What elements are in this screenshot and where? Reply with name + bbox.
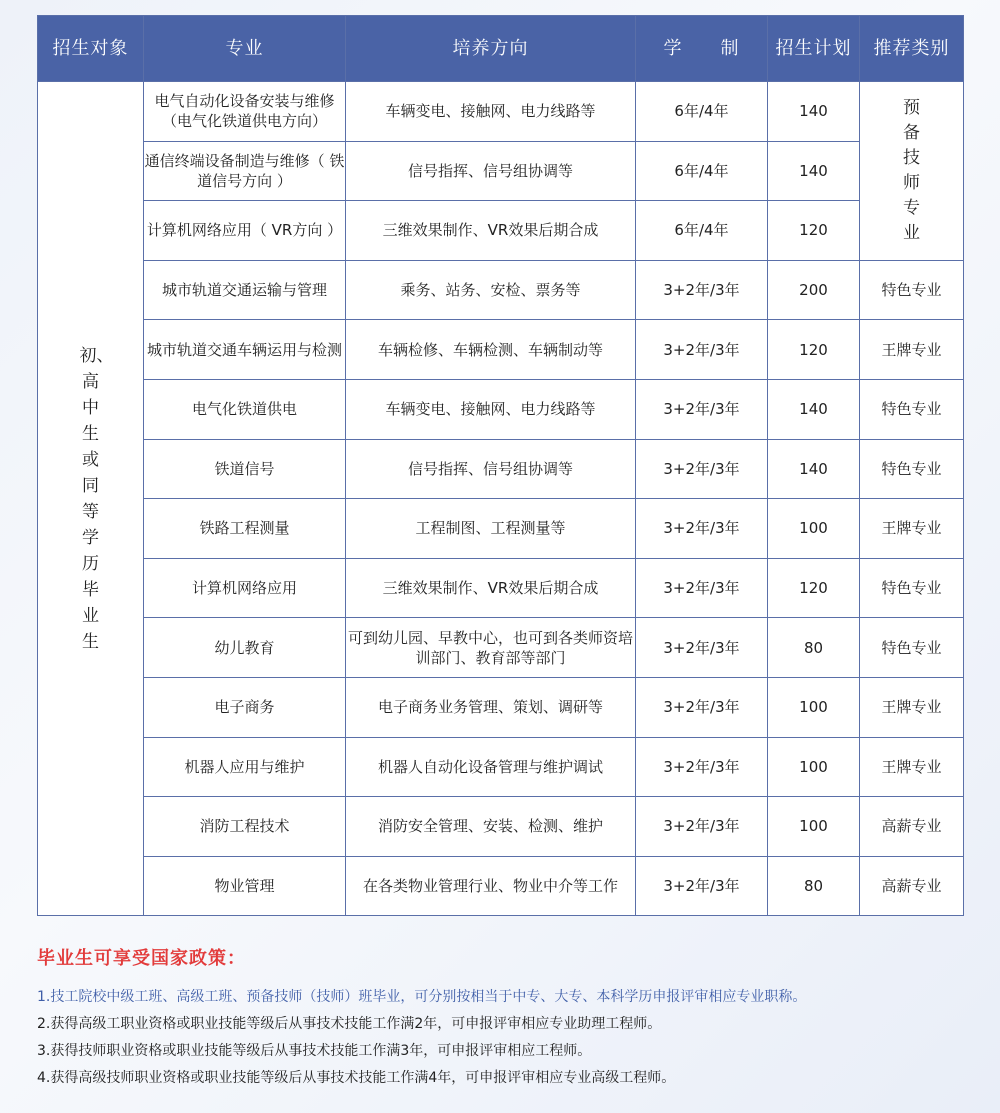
- duration-cell: 3+2年/3年: [636, 677, 768, 737]
- direction-cell: 工程制图、工程测量等: [346, 499, 636, 559]
- direction-cell: 消防安全管理、安装、检测、维护: [346, 797, 636, 857]
- duration-cell: 3+2年/3年: [636, 379, 768, 439]
- header-target: 招生对象: [38, 16, 144, 82]
- plan-cell: 200: [768, 260, 860, 320]
- duration-cell: 3+2年/3年: [636, 499, 768, 559]
- direction-cell: 在各类物业管理行业、物业中介等工作: [346, 856, 636, 916]
- category-cell: 特色专业: [860, 379, 964, 439]
- plan-cell: 100: [768, 797, 860, 857]
- category-cell: 特色专业: [860, 260, 964, 320]
- duration-cell: 3+2年/3年: [636, 856, 768, 916]
- policy-item-1: 1.技工院校中级工班、高级工班、预备技师（技师）班毕业，可分别按相当于中专、大专、本科学历申报评审相应专业职称。: [37, 989, 807, 1005]
- plan-cell: 100: [768, 677, 860, 737]
- category-cell: 王牌专业: [860, 320, 964, 380]
- category-cell: 高薪专业: [860, 856, 964, 916]
- major-cell: 幼儿教育: [144, 618, 346, 678]
- table-row: [38, 499, 964, 559]
- header-direction: 培养方向: [346, 16, 636, 82]
- target-cell: [38, 82, 144, 916]
- direction-cell: 乘务、站务、安检、票务等: [346, 260, 636, 320]
- direction-cell: 电子商务业务管理、策划、调研等: [346, 677, 636, 737]
- enrollment-table: [37, 15, 964, 916]
- table-row: [38, 320, 964, 380]
- enrollment-table-wrapper: [37, 15, 963, 916]
- header-duration: 学 制: [636, 16, 768, 82]
- policy-title: 毕业生可享受国家政策：: [37, 948, 246, 969]
- major-cell: 电气自动化设备安装与维修（电气化铁道供电方向）: [144, 82, 346, 142]
- table-row: [38, 558, 964, 618]
- table-row: [38, 201, 964, 261]
- duration-cell: 3+2年/3年: [636, 737, 768, 797]
- direction-cell: 可到幼儿园、早教中心，也可到各类师资培训部门、教育部等部门: [346, 618, 636, 678]
- table-header-row: [38, 16, 964, 82]
- table-row: [38, 677, 964, 737]
- plan-cell: 140: [768, 141, 860, 201]
- duration-cell: 3+2年/3年: [636, 797, 768, 857]
- major-cell: 城市轨道交通运输与管理: [144, 260, 346, 320]
- plan-cell: 80: [768, 618, 860, 678]
- direction-cell: 信号指挥、信号组协调等: [346, 439, 636, 499]
- direction-cell: 三维效果制作、VR效果后期合成: [346, 201, 636, 261]
- table-row: [38, 856, 964, 916]
- policy-item-3: 3.获得技师职业资格或职业技能等级后从事技术技能工作满3年，可申报评审相应工程师。: [37, 1043, 592, 1059]
- table-row: [38, 260, 964, 320]
- direction-cell: 三维效果制作、VR效果后期合成: [346, 558, 636, 618]
- major-cell: 物业管理: [144, 856, 346, 916]
- plan-cell: 120: [768, 320, 860, 380]
- header-plan: 招生计划: [768, 16, 860, 82]
- major-cell: 计算机网络应用（ VR方向 ）: [144, 201, 346, 261]
- table-row: [38, 82, 964, 142]
- table-row: [38, 797, 964, 857]
- table-row: [38, 737, 964, 797]
- policy-section: [37, 944, 987, 1092]
- category-cell: 高薪专业: [860, 797, 964, 857]
- duration-cell: 3+2年/3年: [636, 439, 768, 499]
- direction-cell: 车辆变电、接触网、电力线路等: [346, 82, 636, 142]
- major-cell: 电气化铁道供电: [144, 379, 346, 439]
- category-cell: 王牌专业: [860, 677, 964, 737]
- major-cell: 计算机网络应用: [144, 558, 346, 618]
- plan-cell: 120: [768, 201, 860, 261]
- merged-category-cell: [860, 82, 964, 261]
- direction-cell: 车辆检修、车辆检测、车辆制动等: [346, 320, 636, 380]
- category-cell: 特色专业: [860, 558, 964, 618]
- merged-category-text: 预备技师专业: [903, 97, 920, 243]
- policy-item-4: 4.获得高级技师职业资格或职业技能等级后从事技术技能工作满4年，可申报评审相应专业高级工程师。: [37, 1070, 676, 1086]
- target-text: 初、高中生或同等学历毕业生: [79, 345, 114, 652]
- duration-cell: 6年/4年: [636, 82, 768, 142]
- major-cell: 消防工程技术: [144, 797, 346, 857]
- major-cell: 机器人应用与维护: [144, 737, 346, 797]
- direction-cell: 机器人自动化设备管理与维护调试: [346, 737, 636, 797]
- category-cell: 特色专业: [860, 618, 964, 678]
- plan-cell: 120: [768, 558, 860, 618]
- major-cell: 城市轨道交通车辆运用与检测: [144, 320, 346, 380]
- table-row: [38, 618, 964, 678]
- policy-item-2: 2.获得高级工职业资格或职业技能等级后从事技术技能工作满2年，可申报评审相应专业助理工程师。: [37, 1016, 662, 1032]
- plan-cell: 100: [768, 499, 860, 559]
- header-category: 推荐类别: [860, 16, 964, 82]
- plan-cell: 100: [768, 737, 860, 797]
- major-cell: 电子商务: [144, 677, 346, 737]
- major-cell: 通信终端设备制造与维修（ 铁道信号方向 ）: [144, 141, 346, 201]
- category-cell: 特色专业: [860, 439, 964, 499]
- table-row: [38, 439, 964, 499]
- duration-cell: 6年/4年: [636, 201, 768, 261]
- duration-cell: 3+2年/3年: [636, 320, 768, 380]
- direction-cell: 车辆变电、接触网、电力线路等: [346, 379, 636, 439]
- duration-cell: 6年/4年: [636, 141, 768, 201]
- major-cell: 铁道信号: [144, 439, 346, 499]
- table-body: [38, 82, 964, 916]
- duration-cell: 3+2年/3年: [636, 260, 768, 320]
- category-cell: 王牌专业: [860, 499, 964, 559]
- table-row: [38, 141, 964, 201]
- plan-cell: 140: [768, 82, 860, 142]
- table-row: [38, 379, 964, 439]
- plan-cell: 80: [768, 856, 860, 916]
- duration-cell: 3+2年/3年: [636, 558, 768, 618]
- plan-cell: 140: [768, 439, 860, 499]
- duration-cell: 3+2年/3年: [636, 618, 768, 678]
- category-cell: 王牌专业: [860, 737, 964, 797]
- plan-cell: 140: [768, 379, 860, 439]
- direction-cell: 信号指挥、信号组协调等: [346, 141, 636, 201]
- major-cell: 铁路工程测量: [144, 499, 346, 559]
- header-major: 专业: [144, 16, 346, 82]
